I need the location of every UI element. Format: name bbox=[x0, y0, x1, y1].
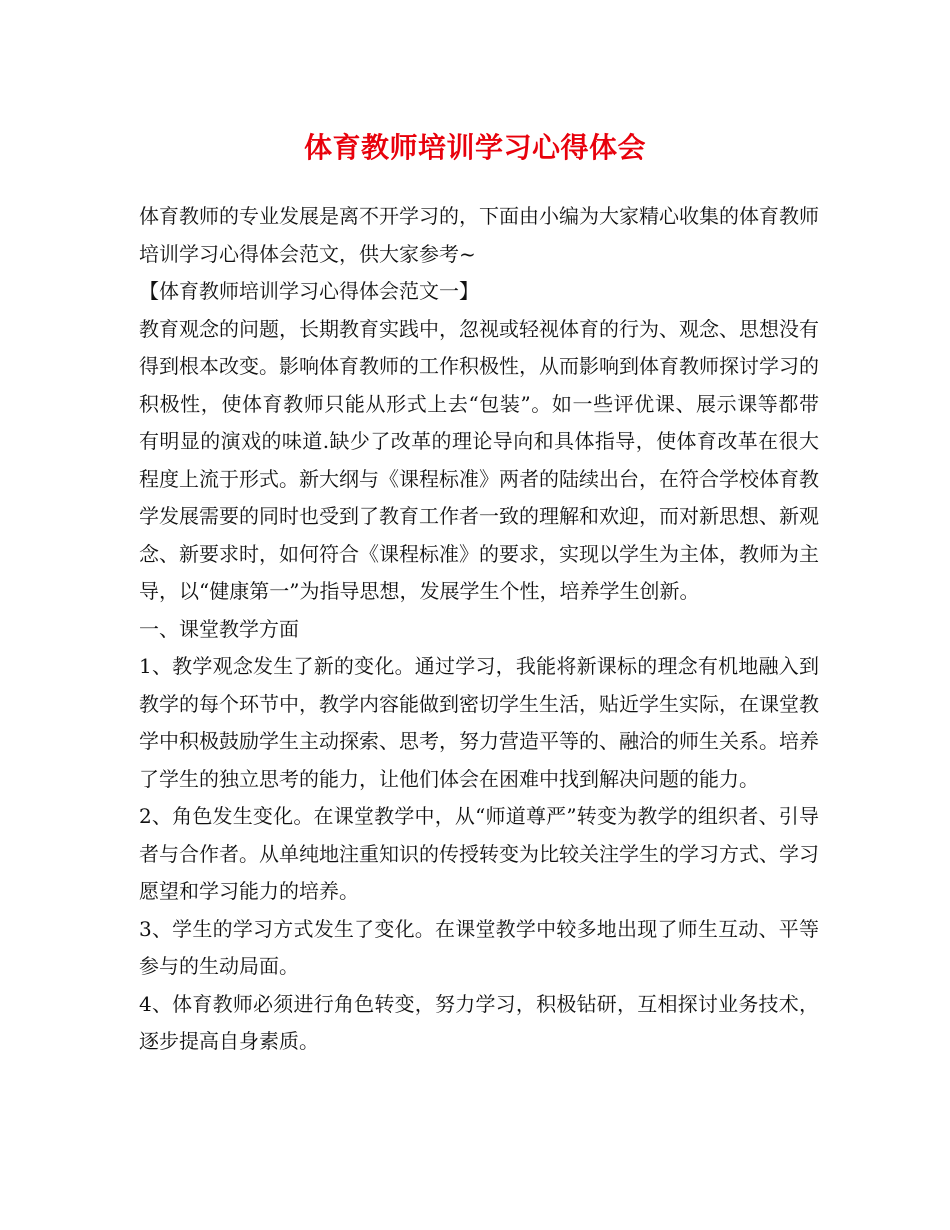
list-item-2: 2、角色发生变化。在课堂教学中，从“师道尊严”转变为教学的组织者、引导者与合作者。从单纯地注重知识的传授转变为比较关注学生的学习方式、学习愿望和学习能力的培养。 bbox=[139, 804, 819, 903]
document-title: 体育教师培训学习心得体会 bbox=[303, 131, 646, 164]
list-item-3: 3、学生的学习方式发生了变化。在课堂教学中较多地出现了师生互动、平等参与的生动局面。 bbox=[139, 916, 819, 978]
section-heading-classroom-teaching: 一、课堂教学方面 bbox=[139, 616, 299, 641]
intro-paragraph: 体育教师的专业发展是离不开学习的，下面由小编为大家精心收集的体育教师培训学习心得体会范文，供大家参考~ bbox=[139, 204, 819, 266]
list-item-4: 4、体育教师必须进行角色转变，努力学习，积极钻研，互相探讨业务技术，逐步提高自身素质。 bbox=[139, 991, 819, 1053]
list-item-1: 1、教学观念发生了新的变化。通过学习，我能将新课标的理念有机地融入到教学的每个环节中，教学内容能做到密切学生生活，贴近学生实际，在课堂教学中积极鼓励学生主动探索、思考，努力营造平等的、融洽的师生关系。培养了学生的独立思考的能力，让他们体会在困难中找到解决问题的能力。 bbox=[139, 654, 819, 791]
body-paragraph-education-concepts: 教育观念的问题，长期教育实践中，忽视或轻视体育的行为、观念、思想没有得到根本改变。影响体育教师的工作积极性，从而影响到体育教师探讨学习的积极性，使体育教师只能从形式上去“包装”。如一些评优课、展示课等都带有明显的演戏的味道.缺少了改革的理论导向和具体指导，使体育改革在很大程度上流于形式。新大纲与《课程标准》两者的陆续出台，在符合学校体育教学发展需要的同时也受到了教育工作者一致的理解和欢迎，而对新思想、新观念、新要求时，如何符合《课程标准》的要求，实现以学生为主体，教师为主导，以“健康第一”为指导思想，发展学生个性，培养学生创新。 bbox=[139, 316, 819, 603]
document-body bbox=[139, 198, 819, 1061]
section-heading-sample-one: 【体育教师培训学习心得体会范文一】 bbox=[139, 279, 479, 303]
